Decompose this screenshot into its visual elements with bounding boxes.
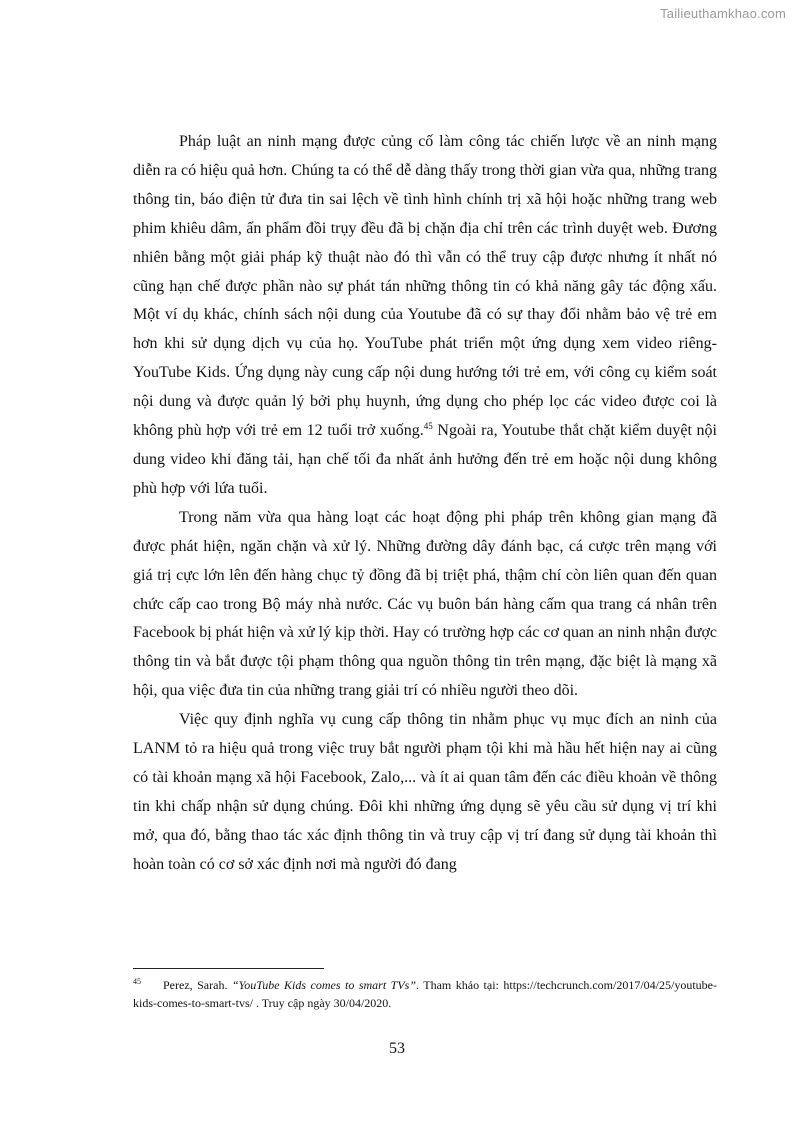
footnote-title: “YouTube Kids comes to smart TVs” [231,978,416,992]
footnote [133,976,717,1012]
footnote-reference[interactable]: 45 [423,421,433,432]
paragraph-3: Việc quy định nghĩa vụ cung cấp thông tin nhằm phục vụ mục đích an ninh của LANM tỏ ra hiệu quả trong việc truy bắt người phạm tội khi mà hầu hết hiện nay ai cũng có tài khoản mạng xã hội Facebook, Zalo,... và ít ai quan tâm đến các điều khoản về thông tin khi chấp nhận sử dụng chúng. Đôi khi những ứng dụng sẽ yêu cầu sử dụng vị trí khi mở, qua đó, bằng thao tác xác định thông tin và truy cập vị trí đang sử dụng tài khoản thì hoàn toàn có cơ sở xác định nơi mà người đó đang [133,711,717,873]
paragraph-1 [133,128,717,504]
footnote-source: . Tham khảo tại: https://techcrunch.com/2017/04/25/youtube-kids-comes-to-smart-tvs/ . Truy cập ngày 30/04/2020. [133,978,717,1010]
footnote-number: 45 [133,977,141,986]
paragraph-1-text: Pháp luật an ninh mạng được củng cố làm công tác chiến lược về an ninh mạng diễn ra có hiệu quả hơn. Chúng ta có thể dễ dàng thấy trong thời gian vừa qua, những trang thông tin, báo điện tử đưa tin sai lệch về tình hình chính trị xã hội hoặc những trang web phim khiêu dâm, ấn phẩm đồi trụy đều đã bị chặn địa chỉ trên các trình duyệt web. Đương nhiên bằng một giải pháp kỹ thuật nào đó thì vẫn có thể truy cập được nhưng ít nhất nó cũng hạn chế được phần nào sự phát tán những thông tin có khả năng gây tác động xấu. Một ví dụ khác, chính sách nội dung của Youtube đã có sự thay đổi nhằm bảo vệ trẻ em hơn khi sử dụng dịch vụ của họ. YouTube phát triển một ứng dụng xem video riêng- YouTube Kids. Ứng dụng này cung cấp nội dung hướng tới trẻ em, với công cụ kiểm soát nội dung và được quản lý bởi phụ huynh, ứng dụng cho phép lọc các video được coi là không phù hợp với trẻ em 12 tuổi trở xuống. [133,133,717,440]
page-number: 53 [389,1040,405,1057]
paragraph-2: Trong năm vừa qua hàng loạt các hoạt động phi pháp trên không gian mạng đã được phát hiện, ngăn chặn và xử lý. Những đường dây đánh bạc, cá cược trên mạng với giá trị cực lớn lên đến hàng chục tỷ đồng đã bị triệt phá, thậm chí còn liên quan đến quan chức cấp cao trong Bộ máy nhà nước. Các vụ buôn bán hàng cấm qua trang cá nhân trên Facebook bị phát hiện và xử lý kịp thời. Hay có trường hợp các cơ quan an ninh nhận được thông tin và bắt được tội phạm thông qua nguồn thông tin trên mạng, đặc biệt là mạng xã hội, qua việc đưa tin của những trang giải trí có nhiều người theo dõi. [133,508,717,700]
footnote-separator [133,968,324,969]
footnote-author: Perez, Sarah. [163,978,228,992]
paragraph-1-continuation: Ngoài ra, Youtube thắt chặt kiểm duyệt nội dung video khi đăng tải, hạn chế tối đa nhất ảnh hưởng đến trẻ em hoặc nội dung không phù hợp với lứa tuổi. [133,422,717,497]
watermark: Tailieuthamkhao.com [660,6,786,21]
body-text [133,128,717,880]
